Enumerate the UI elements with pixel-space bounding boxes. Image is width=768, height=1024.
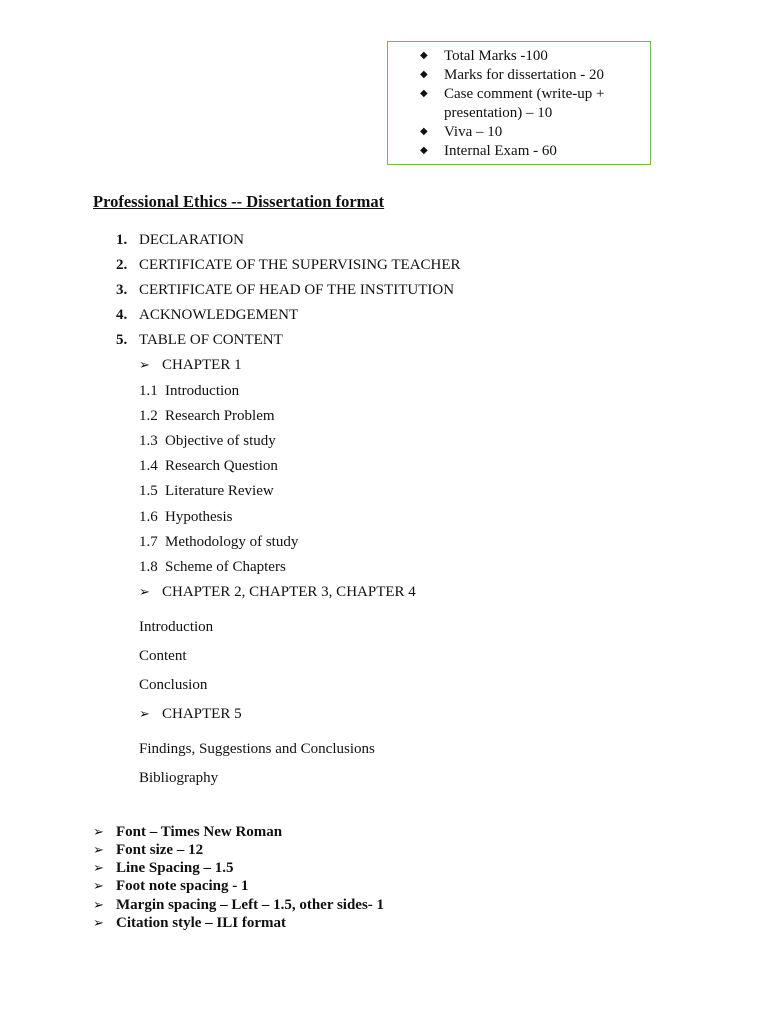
marks-item-case-comment: ◆ Case comment (write-up + presentation) – 10	[420, 85, 642, 122]
arrow-bullet-icon: ➢	[139, 706, 150, 721]
numbered-item-acknowledgement	[116, 305, 299, 325]
marks-item-viva: ◆ Viva – 10	[420, 123, 642, 142]
numbered-item-supervising-certificate	[116, 255, 461, 275]
section-number: 1.5	[139, 483, 158, 499]
numbered-item-head-certificate	[116, 280, 455, 300]
formatting-rule-citation-style	[93, 914, 286, 932]
section-text: Hypothesis	[165, 509, 233, 525]
section-number: 1.7	[139, 534, 158, 550]
section-number: 1.3	[139, 433, 158, 449]
item-number: 5.	[116, 332, 128, 348]
chapter-1-section	[139, 431, 276, 451]
arrow-bullet-icon: ➢	[139, 357, 150, 372]
chapter-5-item: Bibliography	[139, 770, 219, 786]
rule-text: Font – Times New Roman	[116, 824, 283, 840]
marks-list	[420, 47, 642, 161]
arrow-bullet-icon: ➢	[93, 824, 104, 839]
chapter-1-heading	[139, 355, 242, 375]
arrow-bullet-icon: ➢	[93, 842, 104, 857]
rule-text: Citation style – ILI format	[116, 915, 286, 931]
section-number: 1.1	[139, 383, 158, 399]
formatting-rule-margin-spacing	[93, 896, 384, 914]
section-text: Introduction	[165, 383, 240, 399]
chapter-1-section	[139, 381, 239, 401]
item-number: 2.	[116, 257, 128, 273]
formatting-rule-font	[93, 823, 282, 841]
item-text: TABLE OF CONTENT	[139, 332, 283, 348]
section-number: 1.2	[139, 408, 158, 424]
marks-item-internal-exam: ◆ Internal Exam - 60	[420, 142, 642, 161]
section-text: Literature Review	[165, 483, 274, 499]
section-text: Methodology of study	[165, 534, 299, 550]
chapter-1-section	[139, 557, 286, 577]
rule-text: Line Spacing – 1.5	[116, 860, 234, 876]
rule-text: Foot note spacing - 1	[116, 878, 249, 894]
item-number: 4.	[116, 307, 128, 323]
formatting-rule-line-spacing	[93, 859, 234, 877]
item-text: CERTIFICATE OF HEAD OF THE INSTITUTION	[139, 282, 455, 298]
chapter-label: CHAPTER 2, CHAPTER 3, CHAPTER 4	[162, 584, 416, 600]
rule-text: Font size – 12	[116, 842, 204, 858]
numbered-item-declaration	[116, 230, 244, 250]
chapter-1-section	[139, 532, 298, 552]
chapter-2-4-heading	[139, 582, 416, 602]
section-number: 1.4	[139, 458, 158, 474]
arrow-bullet-icon: ➢	[93, 860, 104, 875]
chapter-2-4-item: Conclusion	[139, 677, 208, 693]
chapter-1-section	[139, 481, 274, 501]
formatting-rule-font-size	[93, 841, 203, 859]
marks-item-dissertation: ◆ Marks for dissertation - 20	[420, 66, 642, 85]
chapter-1-section	[139, 406, 275, 426]
chapter-5-heading	[139, 704, 242, 724]
chapter-label: CHAPTER 1	[162, 357, 242, 373]
item-number: 3.	[116, 282, 128, 298]
section-text: Research Question	[165, 458, 278, 474]
marks-item-total: ◆ Total Marks -100	[420, 47, 642, 66]
section-text: Scheme of Chapters	[165, 559, 286, 575]
arrow-bullet-icon: ➢	[139, 584, 150, 599]
item-number: 1.	[116, 232, 128, 248]
item-text: ACKNOWLEDGEMENT	[139, 307, 299, 323]
chapter-5-item: Findings, Suggestions and Conclusions	[139, 741, 375, 757]
chapter-1-section	[139, 456, 278, 476]
section-number: 1.8	[139, 559, 158, 575]
rule-text: Margin spacing – Left – 1.5, other sides- 1	[116, 897, 385, 913]
chapter-2-4-item: Introduction	[139, 619, 214, 635]
arrow-bullet-icon: ➢	[93, 915, 104, 930]
chapter-1-section	[139, 507, 233, 527]
arrow-bullet-icon: ➢	[93, 897, 104, 912]
numbered-item-table-of-content	[116, 330, 283, 350]
section-number: 1.6	[139, 509, 158, 525]
item-text: CERTIFICATE OF THE SUPERVISING TEACHER	[139, 257, 461, 273]
chapter-2-4-item: Content	[139, 648, 187, 664]
section-text: Research Problem	[165, 408, 275, 424]
formatting-rule-footnote-spacing	[93, 877, 249, 895]
item-text: DECLARATION	[139, 232, 244, 248]
arrow-bullet-icon: ➢	[93, 878, 104, 893]
document-title: Professional Ethics -- Dissertation format	[93, 192, 385, 211]
chapter-label: CHAPTER 5	[162, 706, 242, 722]
marks-summary-box	[387, 41, 651, 165]
section-text: Objective of study	[165, 433, 276, 449]
